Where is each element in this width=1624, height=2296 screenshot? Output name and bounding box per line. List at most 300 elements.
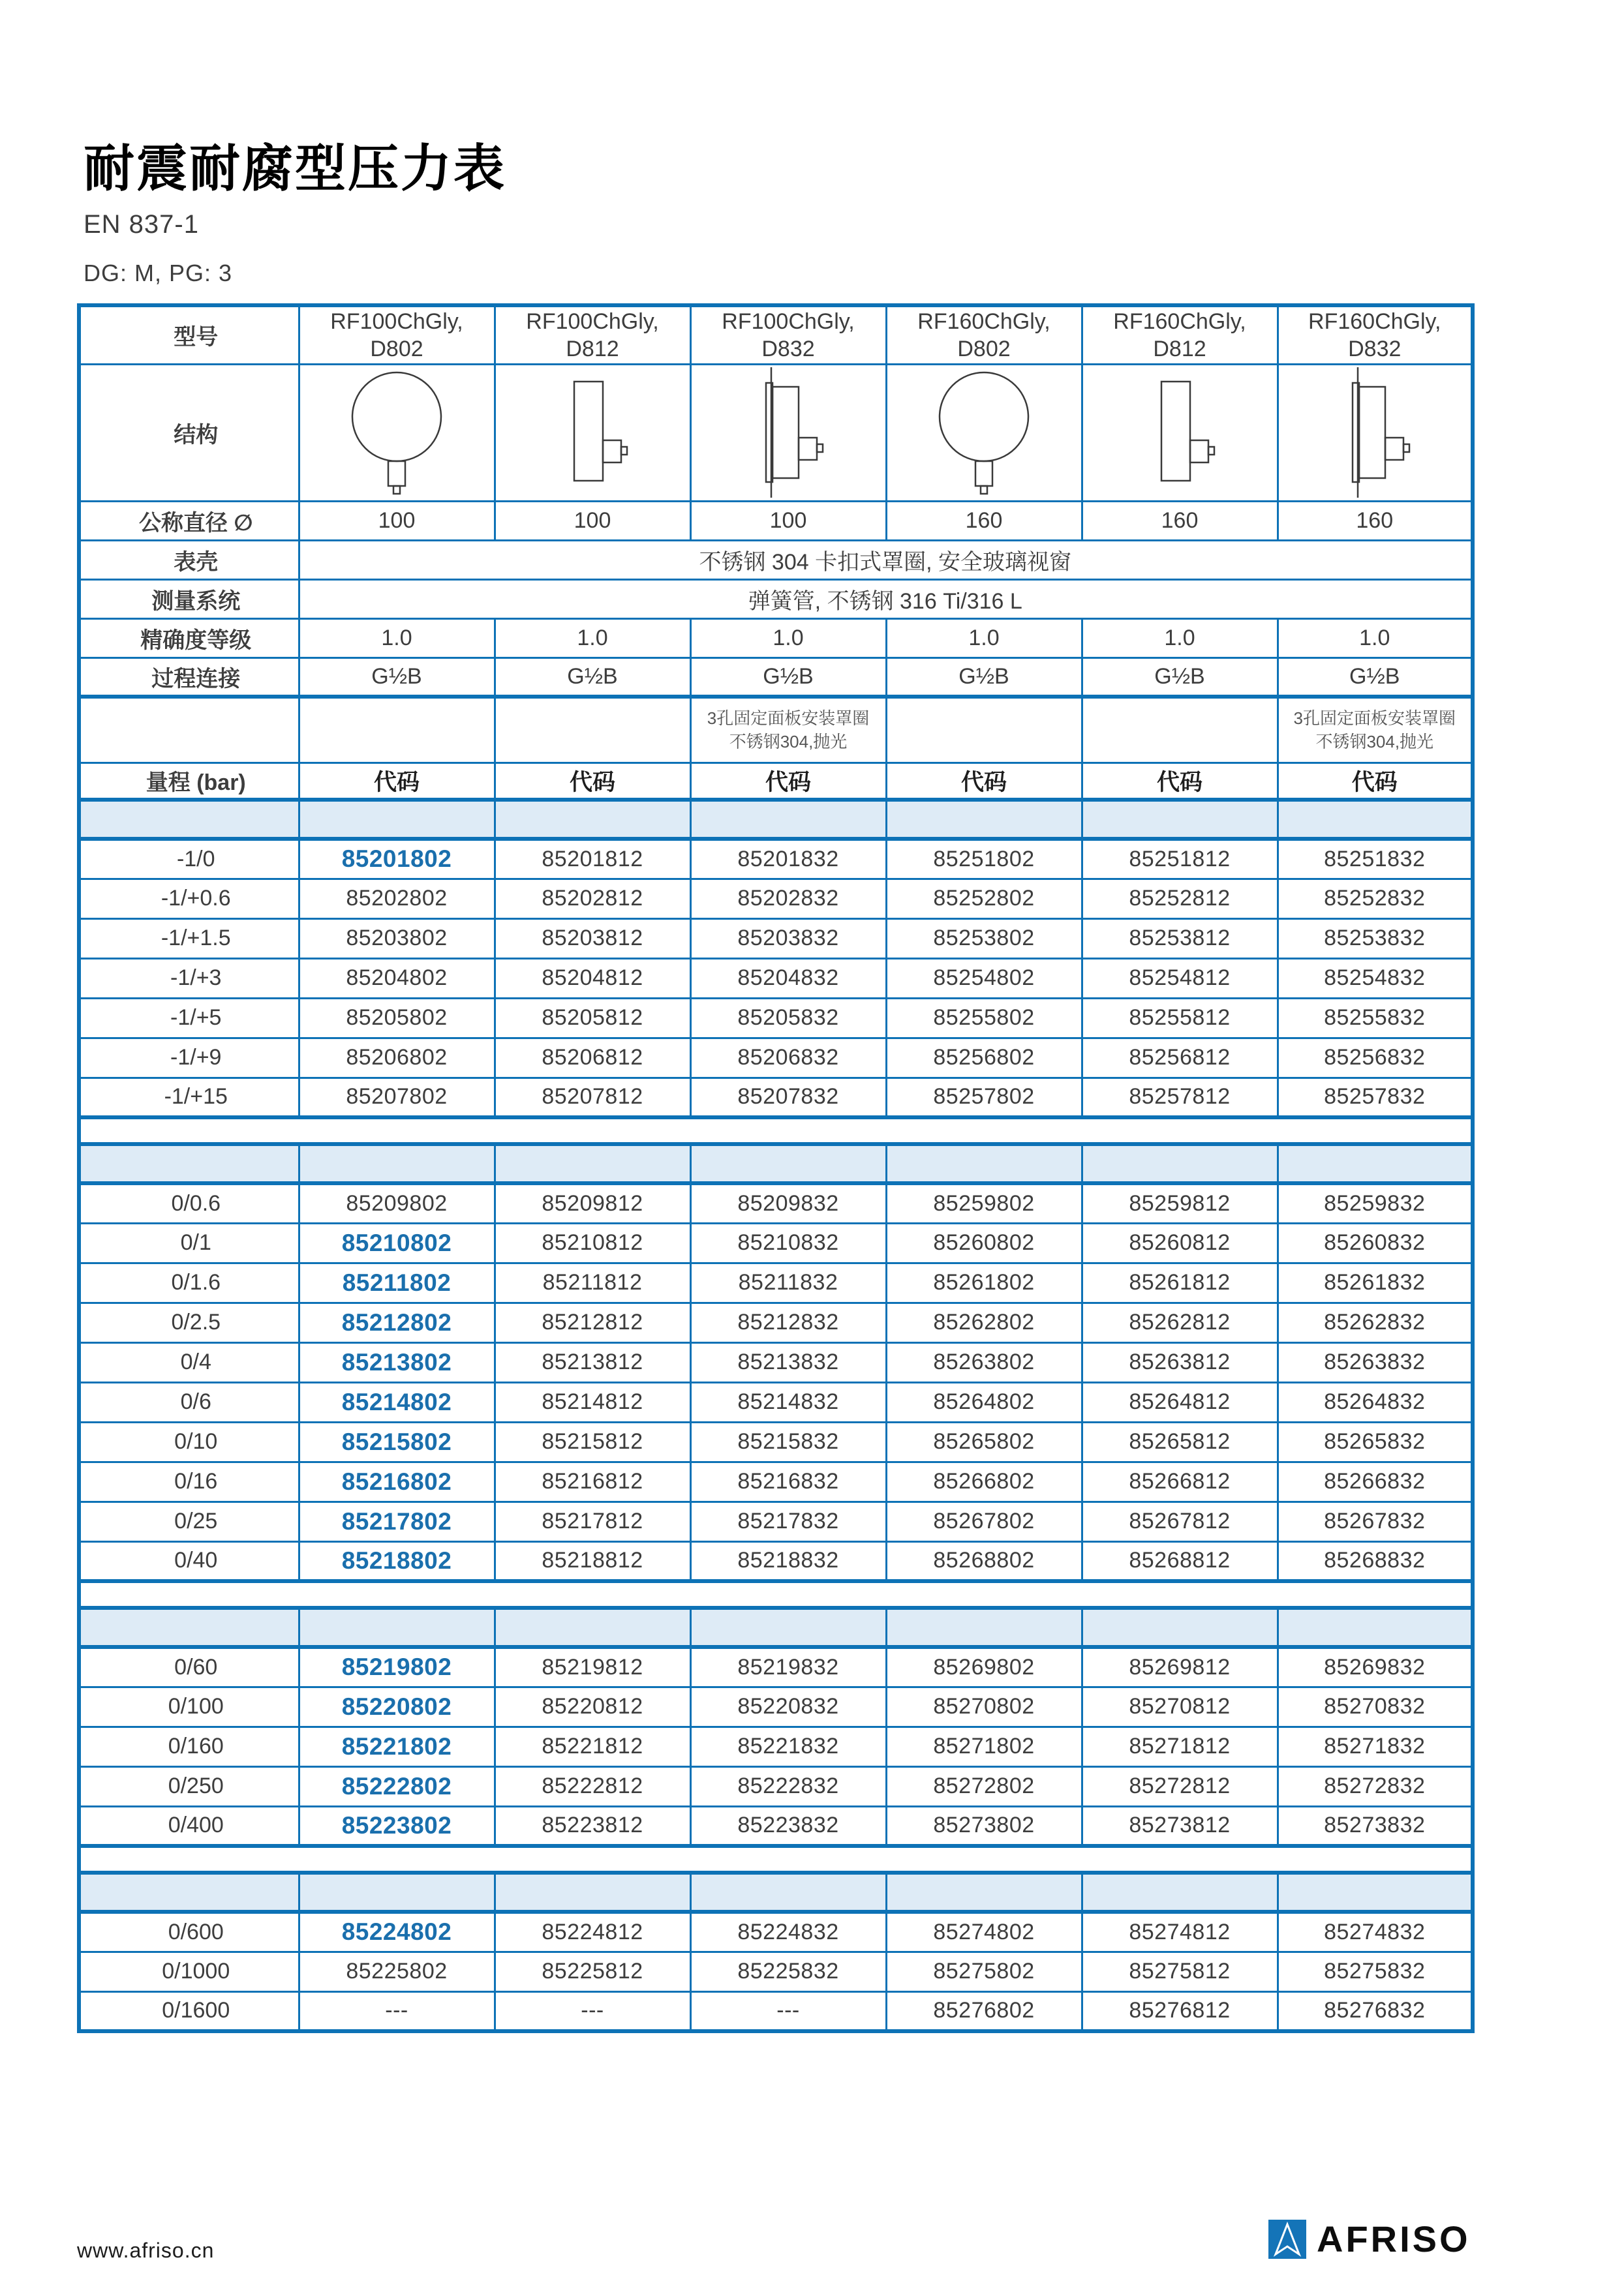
spec-value-cell: G½B [1082,657,1278,697]
code-cell: 85206832 [690,1038,886,1078]
code-cell: 85219802 [299,1647,495,1687]
code-cell: 85260832 [1278,1223,1473,1263]
model-name-line1: RF160ChGly, [1113,309,1246,334]
table-row [79,364,1473,501]
spec-value-cell: 160 [886,501,1082,540]
table-row [79,1263,1473,1303]
code-cell: 85255802 [886,998,1082,1038]
code-cell: 85276802 [886,1991,1082,2031]
gauge-panel-mount-view-icon [692,367,885,498]
code-cell: 85202802 [299,879,495,918]
range-cell: -1/+15 [79,1078,299,1117]
range-cell: 0/2.5 [79,1303,299,1342]
code-cell: 85204802 [299,958,495,998]
code-cell: 85205832 [690,998,886,1038]
note-cell [299,697,495,763]
group-separator-cell [495,800,690,839]
code-cell: 85262802 [886,1303,1082,1342]
code-cell: 85260802 [886,1223,1082,1263]
afriso-wordmark: AFRISO [1317,2218,1471,2259]
code-cell: 85201832 [690,839,886,879]
code-cell: 85272802 [886,1766,1082,1806]
table-row [79,1342,1473,1382]
code-cell: 85217832 [690,1502,886,1541]
spec-row-label: 精确度等级 [79,618,299,657]
code-cell: 85218832 [690,1541,886,1581]
spec-row-label: 过程连接 [79,657,299,697]
range-cell: 0/1.6 [79,1263,299,1303]
code-cell: 85257812 [1082,1078,1278,1117]
model-name-line2: D832 [761,336,815,361]
range-cell: -1/+5 [79,998,299,1038]
table-row [79,879,1473,918]
afriso-logo [1268,2218,1471,2260]
code-cell: 85224802 [299,1912,495,1952]
table-row [79,305,1473,364]
group-separator-cell [690,1144,886,1183]
code-cell: 85261802 [886,1263,1082,1303]
table-row [79,1952,1473,1991]
code-header-cell: 代码 [1082,763,1278,800]
spec-value-cell: G½B [1278,657,1473,697]
code-cell: 85253812 [1082,918,1278,958]
range-cell: 0/1600 [79,1991,299,2031]
model-name-line2: D802 [370,336,423,361]
model-name-line1: RF160ChGly, [917,309,1050,334]
group-separator-cell [79,800,299,839]
code-cell: 85202812 [495,879,690,918]
code-cell: 85264812 [1082,1382,1278,1422]
code-cell: 85211802 [299,1263,495,1303]
code-cell: 85264802 [886,1382,1082,1422]
code-cell: 85225812 [495,1952,690,1991]
code-cell: 85218802 [299,1541,495,1581]
code-cell: --- [495,1991,690,2031]
range-cell: 0/0.6 [79,1183,299,1223]
code-cell: 85271832 [1278,1727,1473,1766]
code-cell: --- [299,1991,495,2031]
table-row [79,1687,1473,1727]
code-cell: 85276812 [1082,1991,1278,2031]
model-name-line1: RF160ChGly, [1308,309,1441,334]
code-cell: 85254832 [1278,958,1473,998]
group-separator-cell [299,1144,495,1183]
model-name-line2: D802 [957,336,1011,361]
range-cell: 0/100 [79,1687,299,1727]
code-cell: 85222812 [495,1766,690,1806]
table-row [79,1038,1473,1078]
note-cell [1278,697,1473,763]
code-cell: 85209832 [690,1183,886,1223]
code-cell: 85206812 [495,1038,690,1078]
spec-value-cell: 160 [1082,501,1278,540]
group-gap-row [79,1581,1473,1608]
code-cell: 85210812 [495,1223,690,1263]
group-separator-cell [1082,1873,1278,1912]
code-cell: 85261812 [1082,1263,1278,1303]
code-cell: 85262832 [1278,1303,1473,1342]
code-cell: 85256812 [1082,1038,1278,1078]
group-gap-row [79,1117,1473,1144]
code-cell: 85264832 [1278,1382,1473,1422]
table-row [79,1144,1473,1183]
structure-drawing-cell [1278,364,1473,501]
group-separator-cell [1082,1144,1278,1183]
code-cell: 85223802 [299,1806,495,1846]
range-cell: 0/160 [79,1727,299,1766]
code-cell: 85261832 [1278,1263,1473,1303]
code-cell: 85259812 [1082,1183,1278,1223]
range-cell: 0/600 [79,1912,299,1952]
code-cell: 85268802 [886,1541,1082,1581]
group-separator-cell [495,1873,690,1912]
code-cell: 85204832 [690,958,886,998]
note-row-label [79,697,299,763]
code-cell: 85201812 [495,839,690,879]
range-cell: 0/1000 [79,1952,299,1991]
code-cell: 85273802 [886,1806,1082,1846]
group-separator-cell [886,1144,1082,1183]
gauge-side-view-icon [1083,367,1277,498]
code-cell: 85256832 [1278,1038,1473,1078]
group-separator-cell [690,1608,886,1647]
table-row [79,1183,1473,1223]
code-cell: 85217802 [299,1502,495,1541]
code-cell: 85257802 [886,1078,1082,1117]
group-separator-cell [1082,1608,1278,1647]
code-cell: 85252832 [1278,879,1473,918]
standard-reference: EN 837-1 [84,210,199,239]
table-row [79,1422,1473,1462]
code-cell: 85268812 [1082,1541,1278,1581]
code-cell: 85262812 [1082,1303,1278,1342]
table-row [79,1846,1473,1873]
group-separator-cell [299,1608,495,1647]
gauge-side-view-icon [496,367,690,498]
code-cell: 85204812 [495,958,690,998]
code-cell: 85275832 [1278,1952,1473,1991]
spec-value-cell: G½B [495,657,690,697]
group-separator-cell [690,800,886,839]
note-cell [886,697,1082,763]
code-cell: 85219812 [495,1647,690,1687]
dg-pg-info: DG: M, PG: 3 [84,260,233,286]
product-table-body [79,305,1473,2031]
group-separator-cell [690,1873,886,1912]
spec-value-cell: 100 [495,501,690,540]
group-separator-cell [299,800,495,839]
code-cell: 85216812 [495,1462,690,1502]
code-cell: 85203832 [690,918,886,958]
spec-value-cell: G½B [886,657,1082,697]
code-cell: 85202832 [690,879,886,918]
code-cell: 85203802 [299,918,495,958]
code-cell: 85269812 [1082,1647,1278,1687]
code-cell: 85210802 [299,1223,495,1263]
code-cell: 85212802 [299,1303,495,1342]
table-row [79,1541,1473,1581]
code-cell: 85219832 [690,1647,886,1687]
code-cell: 85274802 [886,1912,1082,1952]
table-row [79,1806,1473,1846]
code-cell: 85218812 [495,1541,690,1581]
group-separator-cell [1278,1873,1473,1912]
code-cell: 85251812 [1082,839,1278,879]
spec-row-label: 表壳 [79,540,299,579]
spec-value-cell: 1.0 [1278,618,1473,657]
page-title: 耐震耐腐型压力表 [84,140,507,197]
code-cell: 85263812 [1082,1342,1278,1382]
range-cell: 0/16 [79,1462,299,1502]
code-cell: 85254802 [886,958,1082,998]
group-separator-cell [495,1144,690,1183]
table-row [79,1991,1473,2031]
code-cell: 85265802 [886,1422,1082,1462]
code-cell: 85220832 [690,1687,886,1727]
table-row [79,800,1473,839]
note-cell [1082,697,1278,763]
group-separator-cell [886,1608,1082,1647]
code-cell: 85215832 [690,1422,886,1462]
model-name-line2: D832 [1348,336,1402,361]
code-cell: 85251832 [1278,839,1473,879]
model-name-line2: D812 [566,336,619,361]
code-header-cell: 代码 [1278,763,1473,800]
code-cell: 85253832 [1278,918,1473,958]
code-cell: 85266832 [1278,1462,1473,1502]
spec-value-cell: G½B [690,657,886,697]
code-cell: 85213832 [690,1342,886,1382]
group-separator-cell [79,1873,299,1912]
code-cell: 85270812 [1082,1687,1278,1727]
code-cell: 85215802 [299,1422,495,1462]
group-separator-cell [79,1608,299,1647]
code-cell: 85203812 [495,918,690,958]
spec-value-cell: 1.0 [299,618,495,657]
code-cell: 85214802 [299,1382,495,1422]
code-cell: 85205802 [299,998,495,1038]
code-cell: 85214832 [690,1382,886,1422]
code-cell: 85215812 [495,1422,690,1462]
structure-drawing-cell [495,364,690,501]
structure-row-label: 结构 [79,364,299,501]
code-cell: 85251802 [886,839,1082,879]
code-cell: 85207802 [299,1078,495,1117]
code-cell: 85260812 [1082,1223,1278,1263]
code-cell: 85270802 [886,1687,1082,1727]
code-cell: 85256802 [886,1038,1082,1078]
table-row [79,1647,1473,1687]
model-name-line1: RF100ChGly, [330,309,463,334]
table-row [79,618,1473,657]
code-cell: 85214812 [495,1382,690,1422]
code-header-cell: 代码 [886,763,1082,800]
group-separator-cell [79,1144,299,1183]
spec-value-cell: 100 [690,501,886,540]
code-cell: 85263802 [886,1342,1082,1382]
model-name-line1: RF100ChGly, [722,309,855,334]
code-cell: 85269832 [1278,1647,1473,1687]
spec-value-cell: 100 [299,501,495,540]
model-name-line2: D812 [1153,336,1206,361]
code-cell: 85222832 [690,1766,886,1806]
code-cell: 85255812 [1082,998,1278,1038]
group-separator-cell [886,800,1082,839]
afriso-arrow-icon [1268,2220,1306,2259]
code-cell: 85212832 [690,1303,886,1342]
spec-value-cell: 1.0 [495,618,690,657]
code-cell: 85253802 [886,918,1082,958]
code-cell: 85266802 [886,1462,1082,1502]
table-row [79,657,1473,697]
table-row [79,958,1473,998]
code-cell: 85221802 [299,1727,495,1766]
range-cell: -1/+3 [79,958,299,998]
group-separator-cell [299,1873,495,1912]
panel-mount-note: 3孔固定面板安装罩圈 不锈钢304,抛光 [1293,708,1456,752]
gauge-front-view-icon [887,367,1081,498]
group-separator-cell [1278,800,1473,839]
footer-website: www.afriso.cn [77,2239,215,2262]
gauge-front-view-icon [300,367,494,498]
code-cell: 85224812 [495,1912,690,1952]
range-cell: -1/+9 [79,1038,299,1078]
table-row [79,1117,1473,1144]
table-row [79,1502,1473,1541]
code-cell: 85223832 [690,1806,886,1846]
table-row [79,1223,1473,1263]
code-cell: 85206802 [299,1038,495,1078]
code-cell: 85252812 [1082,879,1278,918]
table-row [79,1303,1473,1342]
code-cell: --- [690,1991,886,2031]
table-row [79,1581,1473,1608]
code-cell: 85274832 [1278,1912,1473,1952]
code-cell: 85270832 [1278,1687,1473,1727]
model-name-cell [1278,305,1473,364]
code-cell: 85213812 [495,1342,690,1382]
code-cell: 85216802 [299,1462,495,1502]
code-cell: 85263832 [1278,1342,1473,1382]
range-cell: 0/1 [79,1223,299,1263]
model-name-cell [1082,305,1278,364]
spec-value-cell: 1.0 [886,618,1082,657]
spec-value-cell: G½B [299,657,495,697]
code-cell: 85211812 [495,1263,690,1303]
table-row [79,1873,1473,1912]
code-cell: 85272812 [1082,1766,1278,1806]
structure-drawing-cell [1082,364,1278,501]
table-row [79,1608,1473,1647]
code-cell: 85276832 [1278,1991,1473,2031]
code-cell: 85201802 [299,839,495,879]
table-row [79,1766,1473,1806]
range-cell: 0/400 [79,1806,299,1846]
code-cell: 85265812 [1082,1422,1278,1462]
gauge-panel-mount-view-icon [1279,367,1471,498]
code-cell: 85209812 [495,1183,690,1223]
code-cell: 85267832 [1278,1502,1473,1541]
code-cell: 85225832 [690,1952,886,1991]
code-header-cell: 代码 [690,763,886,800]
range-cell: -1/+0.6 [79,879,299,918]
code-cell: 85216832 [690,1462,886,1502]
range-header-label: 量程 (bar) [79,763,299,800]
group-separator-cell [1278,1144,1473,1183]
structure-drawing-cell [299,364,495,501]
range-cell: 0/40 [79,1541,299,1581]
code-cell: 85275802 [886,1952,1082,1991]
code-cell: 85266812 [1082,1462,1278,1502]
code-cell: 85268832 [1278,1541,1473,1581]
code-cell: 85223812 [495,1806,690,1846]
spec-span-value-cell: 不锈钢 304 卡扣式罩圈, 安全玻璃视窗 [299,540,1473,579]
code-cell: 85274812 [1082,1912,1278,1952]
range-cell: 0/4 [79,1342,299,1382]
code-cell: 85257832 [1278,1078,1473,1117]
code-cell: 85220802 [299,1687,495,1727]
table-row [79,1462,1473,1502]
code-cell: 85212812 [495,1303,690,1342]
code-cell: 85222802 [299,1766,495,1806]
range-cell: 0/60 [79,1647,299,1687]
model-name-cell [299,305,495,364]
code-cell: 85259802 [886,1183,1082,1223]
code-header-cell: 代码 [495,763,690,800]
code-cell: 85267812 [1082,1502,1278,1541]
product-code-table [77,303,1475,2033]
code-cell: 85273812 [1082,1806,1278,1846]
model-name-line1: RF100ChGly, [526,309,659,334]
code-cell: 85217812 [495,1502,690,1541]
table-row [79,1078,1473,1117]
code-cell: 85220812 [495,1687,690,1727]
range-cell: -1/0 [79,839,299,879]
panel-mount-note: 3孔固定面板安装罩圈 不锈钢304,抛光 [707,708,870,752]
range-cell: 0/6 [79,1382,299,1422]
code-cell: 85221812 [495,1727,690,1766]
spec-row-label: 测量系统 [79,579,299,618]
code-cell: 85267802 [886,1502,1082,1541]
spec-value-cell: 1.0 [690,618,886,657]
code-cell: 85275812 [1082,1952,1278,1991]
model-name-cell [690,305,886,364]
code-cell: 85272832 [1278,1766,1473,1806]
code-cell: 85271812 [1082,1727,1278,1766]
table-row [79,1912,1473,1952]
model-name-cell [886,305,1082,364]
range-cell: 0/10 [79,1422,299,1462]
table-row [79,579,1473,618]
spec-span-value-cell: 弹簧管, 不锈钢 316 Ti/316 L [299,579,1473,618]
code-cell: 85265832 [1278,1422,1473,1462]
group-separator-cell [1278,1608,1473,1647]
code-cell: 85273832 [1278,1806,1473,1846]
note-cell [495,697,690,763]
table-row [79,918,1473,958]
code-cell: 85211832 [690,1263,886,1303]
group-separator-cell [1082,800,1278,839]
code-cell: 85255832 [1278,998,1473,1038]
code-header-cell: 代码 [299,763,495,800]
group-gap-row [79,1846,1473,1873]
code-cell: 85224832 [690,1912,886,1952]
code-cell: 85271802 [886,1727,1082,1766]
spec-value-cell: 1.0 [1082,618,1278,657]
spec-row-label: 公称直径 ∅ [79,501,299,540]
code-cell: 85269802 [886,1647,1082,1687]
code-cell: 85254812 [1082,958,1278,998]
